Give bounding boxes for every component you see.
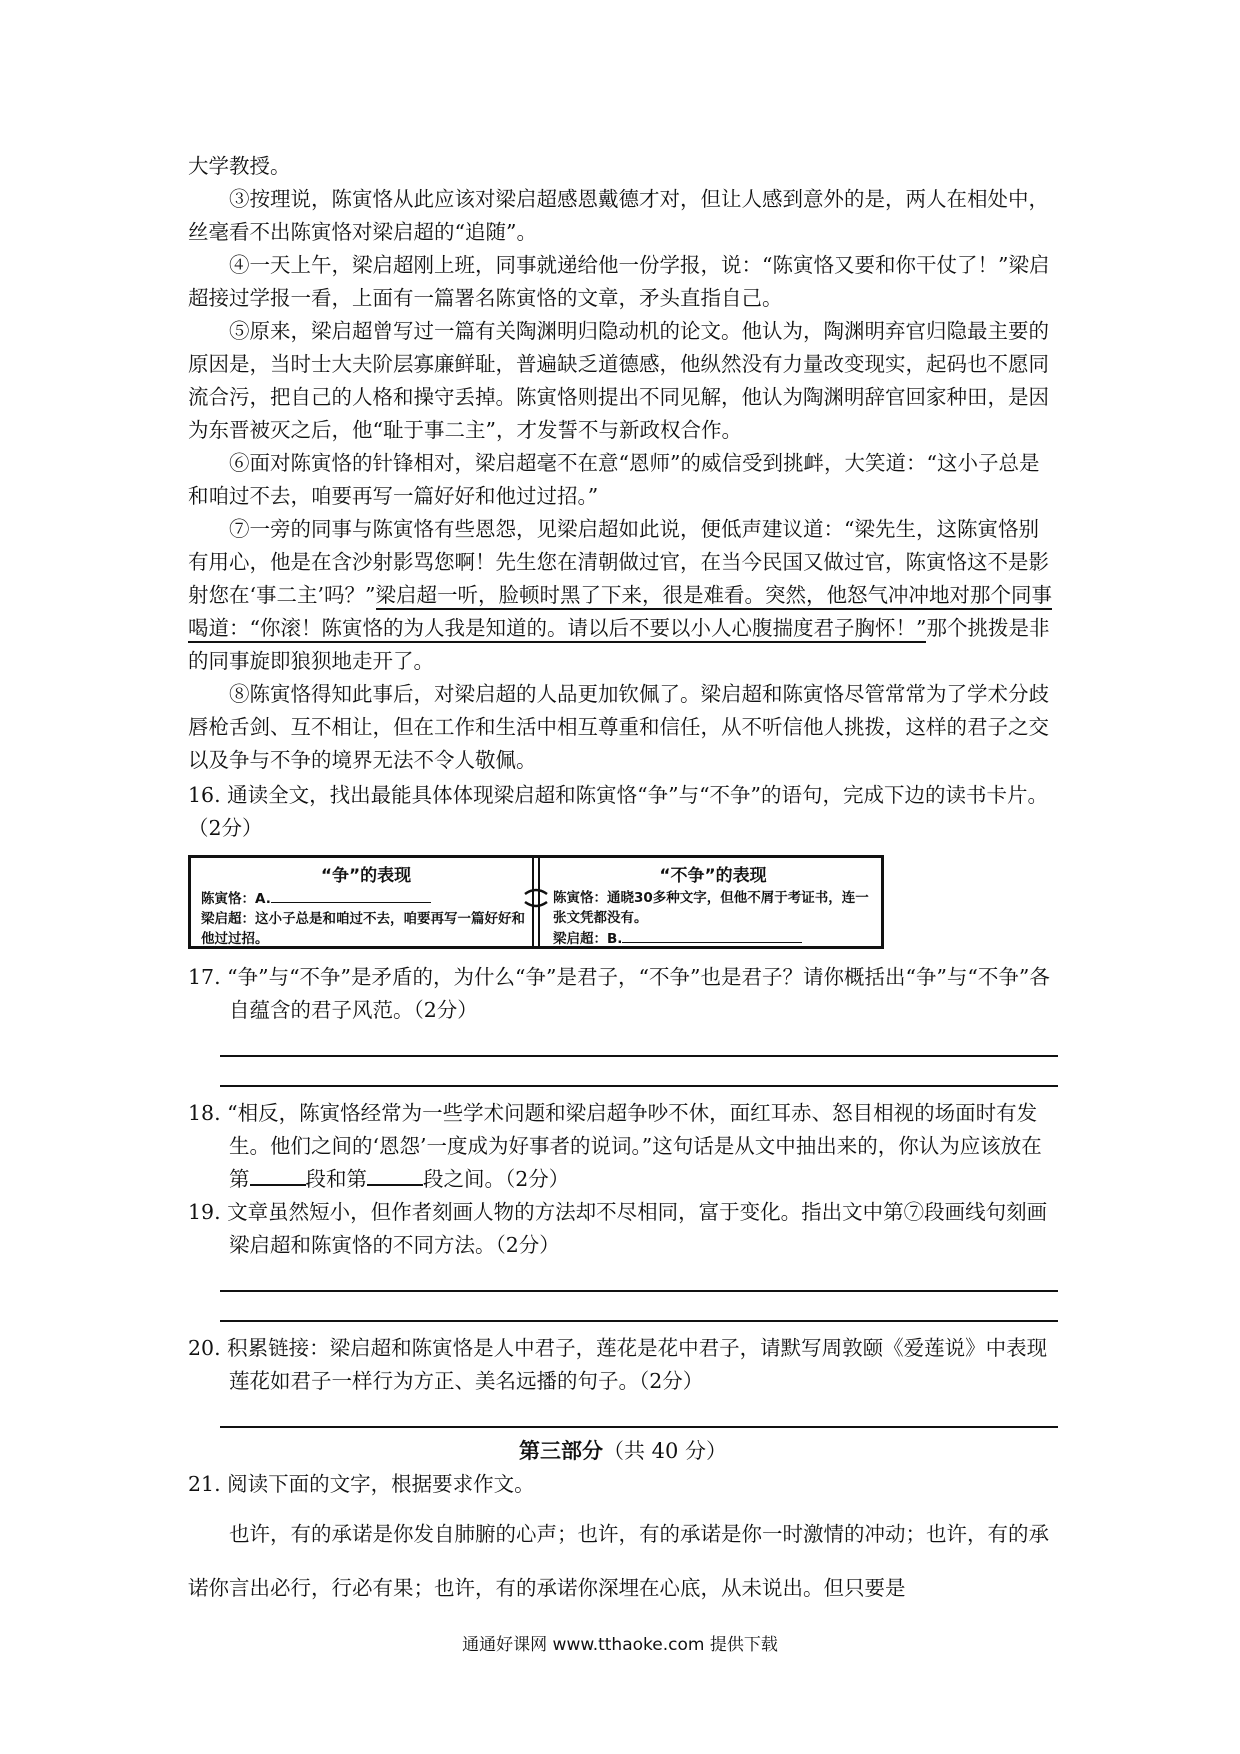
passage-paragraph-8: ⑧陈寅恪得知此事后，对梁启超的人品更加钦佩了。梁启超和陈寅恪尽管常常为了学术分歧唇枪舌剑、互不相让，但在工作和生活中相互尊重和信任，从不听信他人挑拨，这样的君子之交以及争与不争的境界无法不令人敬佩。 [188,682,1049,772]
answer-blank-a[interactable] [271,888,431,903]
passage-paragraph-continued: 大学教授。 [188,154,291,178]
card-left-line-a [201,888,531,909]
section-3-title: 第三部分 [518,1438,603,1463]
answer-line-19a[interactable] [220,1262,1058,1292]
reading-card [188,855,884,949]
card-divider-icon [524,858,548,946]
question-19: 19. 文章虽然短小，但作者刻画人物的方法却不尽相同，富于变化。指出文中第⑦段画线句刻画梁启超和陈寅恪的不同方法。（2分） [188,1200,1048,1257]
card-label-b: 梁启超：B. [553,931,623,947]
card-right-panel [553,866,873,949]
question-17: 17. “争”与“不争”是矛盾的，为什么“争”是君子，“不争”也是君子？请你概括出“争”与“不争”各自蕴含的君子风范。（2分） [188,965,1050,1022]
question-18-text: 18. “相反，陈寅恪经常为一些学术问题和梁启超争吵不休，面红耳赤、怒目相视的场面时有发生。他们之间的‘恩怨’一度成为好事者的说词。”这句话是从文中抽出来的，你认为应该放在第 [188,1101,1042,1191]
card-label-a: 陈寅恪：A. [201,891,271,907]
section-3-points: （共 40 分） [602,1439,728,1463]
paragraph-7-ending: 那个挑拨是非的同事旋即狼狈地走开了。 [188,616,1050,673]
answer-line-19b[interactable] [220,1292,1058,1322]
answer-blank-18b[interactable] [367,1164,423,1186]
answer-blank-18a[interactable] [250,1164,306,1186]
question-18-mid: 段和第 [305,1167,367,1191]
card-left-title: “争”的表现 [320,866,412,886]
essay-prompt: 也许，有的承诺是你发自肺腑的心声；也许，有的承诺是你一时激情的冲动；也许，有的承诺你言出必行，行必有果；也许，有的承诺你深埋在心底，从未说出。但只要是 [188,1522,1049,1600]
question-21: 21. 阅读下面的文字，根据要求作文。 [188,1472,535,1496]
answer-line-17b[interactable] [220,1057,1058,1087]
passage-paragraph-7 [188,513,1058,678]
answer-line-20[interactable] [220,1398,1058,1428]
paragraph-7-text: ⑦一旁的同事与陈寅恪有些恩怨，见梁启超如此说，便低声建议道：“梁先生，这陈寅恪别有用心，他是在含沙射影骂您啊！先生您在清朝做过官，在当今民国又做过官，陈寅恪这不是影射您在‘事二主’吗？” [188,517,1049,607]
card-left-line-2: 梁启超：这小子总是和咱过不去，咱要再写一篇好好和他过过招。 [201,911,525,947]
card-right-line-b [553,928,873,949]
passage-paragraph-6: ⑥面对陈寅恪的针锋相对，梁启超毫不在意“恩师”的威信受到挑衅，大笑道：“这小子总是和咱过不去，咱要再写一篇好好和他过过招。” [188,451,1040,508]
question-20: 20. 积累链接：梁启超和陈寅恪是人中君子，莲花是花中君子，请默写周敦颐《爱莲说》中表现莲花如君子一样行为方正、美名远播的句子。（2分） [188,1336,1048,1393]
underlined-sentence: 梁启超一听，脸顿时黑了下来，很是难看。突然，他怒气冲冲地对那个同事喝道：“你滚！陈寅恪的为人我是知道的。请以后不要以小人心腹揣度君子胸怀！” [188,583,1052,643]
passage-paragraph-4: ④一天上午，梁启超刚上班，同事就递给他一份学报，说：“陈寅恪又要和你干仗了！”梁启超接过学报一看，上面有一篇署名陈寅恪的文章，矛头直指自己。 [188,253,1050,310]
answer-blank-b[interactable] [622,928,802,943]
card-right-line-1: 陈寅恪：通晓30多种文字，但他不屑于考证书，连一张文凭都没有。 [553,890,869,926]
question-18-end: 段之间。（2分） [423,1167,570,1191]
page-footer: 通通好课网 www.tthaoke.com 提供下载 [462,1635,778,1655]
page-content [188,150,1058,1615]
passage-paragraph-5: ⑤原来，梁启超曾写过一篇有关陶渊明归隐动机的论文。他认为，陶渊明弃官归隐最主要的原因是，当时士大夫阶层寡廉鲜耻，普遍缺乏道德感，他纵然没有力量改变现实，起码也不愿同流合污，把自己的人格和操守丢掉。陈寅恪则提出不同见解，他认为陶渊明辞官回家种田，是因为东晋被灭之后，他“耻于事二主”，才发誓不与新政权合作。 [188,319,1049,442]
answer-line-17a[interactable] [220,1027,1058,1057]
passage-paragraph-3: ③按理说，陈寅恪从此应该对梁启超感恩戴德才对，但让人感到意外的是，两人在相处中，丝毫看不出陈寅恪对梁启超的“追随”。 [188,187,1049,244]
question-18 [188,1097,1058,1196]
card-left-panel [201,866,531,949]
question-16: 16. 通读全文，找出最能具体体现梁启超和陈寅恪“争”与“不争”的语句，完成下边的读书卡片。（2分） [188,783,1049,840]
section-3-heading [188,1434,1058,1468]
card-right-title: “不争”的表现 [659,866,767,886]
